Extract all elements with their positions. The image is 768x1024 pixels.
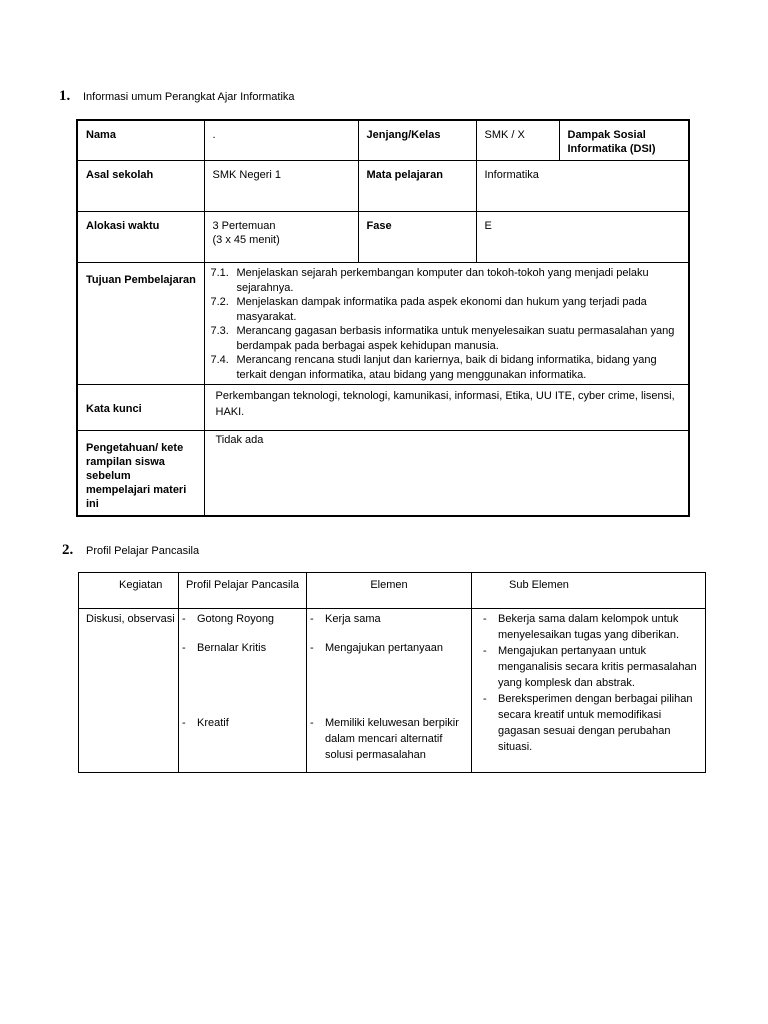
tujuan-label: Tujuan Pembelajaran [77,263,204,385]
general-info-table [76,119,690,517]
asal-sekolah-value: SMK Negeri 1 [204,161,358,212]
tujuan-value [204,263,689,385]
header-kegiatan: Kegiatan [79,573,179,609]
section-2-heading [62,542,199,559]
nama-value: . [204,120,358,161]
profil-pelajar-table [78,572,706,773]
header-profil: Profil Pelajar Pancasila [179,573,307,609]
mata-pelajaran-label: Mata pelajaran [358,161,476,212]
alokasi-waktu-value [204,212,358,263]
section-number: 2. [62,542,74,558]
nama-label: Nama [77,120,204,161]
list-item: - Mengajukan pertanyaan [307,640,467,715]
list-item: - Kerja sama [307,611,467,640]
sub-elemen-cell [472,609,706,773]
section-number: 1. [59,88,71,104]
kata-kunci-label: Kata kunci [77,385,204,431]
elemen-list [307,611,467,763]
list-item: - Memiliki keluwesan berpikir dalam mencari alternatif solusi permasalahan [307,715,467,763]
list-item: - Kreatif [179,715,304,731]
elemen-cell [307,609,472,773]
section-title: Informasi umum Perangkat Ajar Informatika [83,91,295,103]
list-item: - Bernalar Kritis [179,640,304,715]
header-sub-elemen: Sub Elemen [472,573,706,609]
list-item: - Mengajukan pertanyaan untuk menganalisis secara kritis permasalahan yang komplesk dan abstrak. [480,643,699,691]
list-item: - Gotong Royong [179,611,304,640]
pengetahuan-value: Tidak ada [204,431,689,517]
section-title: Profil Pelajar Pancasila [86,545,200,557]
list-item: - Bereksperimen dengan berbagai pilihan secara kreatif untuk memodifikasi gagasan sesuai dengan perubahan situasi. [480,691,699,755]
alokasi-line-2: (3 x 45 menit) [212,234,280,246]
tujuan-list [211,266,683,382]
mata-pelajaran-value: Informatika [476,161,689,212]
dampak-label: Dampak Sosial Informatika (DSI) [559,120,689,161]
jenjang-label: Jenjang/Kelas [358,120,476,161]
section-1-heading [59,88,295,105]
kegiatan-value: Diskusi, observasi [79,609,179,773]
profil-cell [179,609,307,773]
tujuan-item: 7.2. Menjelaskan dampak informatika pada aspek ekonomi dan hukum yang terjadi pada masyarakat. [210,296,647,323]
list-item: - Bekerja sama dalam kelompok untuk menyelesaikan tugas yang diberikan. [480,611,699,643]
kata-kunci-value: Perkembangan teknologi, teknologi, kamunikasi, informasi, Etika, UU ITE, cyber crime, lisensi, HAKI. [204,385,689,431]
sub-elemen-list [480,611,699,755]
alokasi-line-1: 3 Pertemuan [212,220,276,232]
asal-sekolah-label: Asal sekolah [77,161,204,212]
header-elemen: Elemen [307,573,472,609]
jenjang-value: SMK / X [476,120,559,161]
profil-list [179,611,304,731]
fase-label: Fase [358,212,476,263]
pengetahuan-label: Pengetahuan/ kete rampilan siswa sebelum mempelajari materi ini [77,431,204,517]
tujuan-item: 7.4. Merancang rencana studi lanjut dan kariernya, baik di bidang informatika, bidang yang terkait dengan informatika, atau bidang yang menggunakan informatika. [210,354,657,381]
fase-value: E [476,212,689,263]
tujuan-item: 7.3. Merancang gagasan berbasis informatika untuk menyelesaikan suatu permasalahan yang berdampak pada berbagai aspek kehidupan manusia. [210,325,675,352]
alokasi-waktu-label: Alokasi waktu [77,212,204,263]
tujuan-item: 7.1. Menjelaskan sejarah perkembangan komputer dan tokoh-tokoh yang menjadi pelaku sejarahnya. [210,267,649,294]
